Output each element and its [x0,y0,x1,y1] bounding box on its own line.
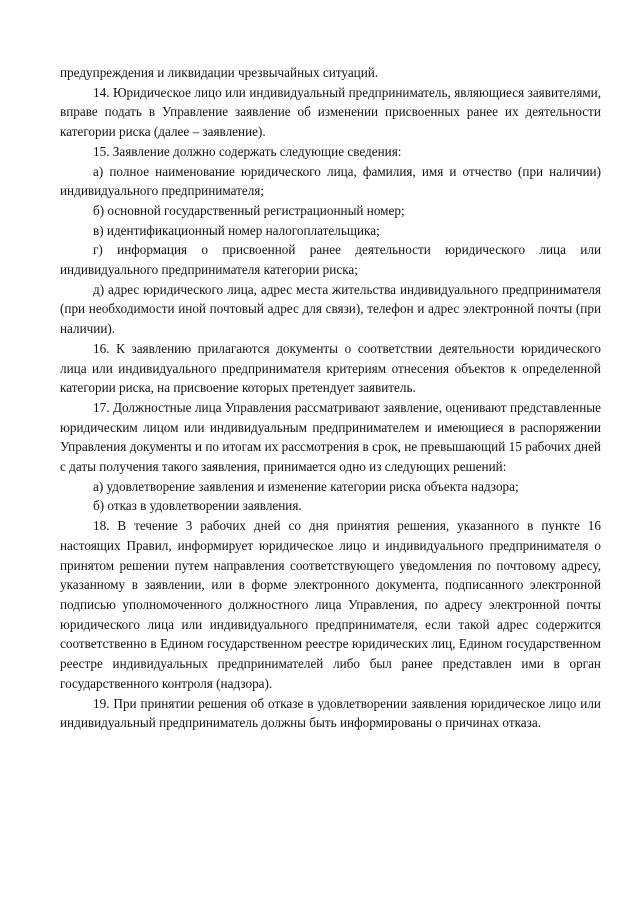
paragraph-17-item-b: б) отказ в удовлетворении заявления. [93,498,302,514]
paragraph-15-item-e: д) адрес юридического лица, адрес места жительства индивидуального предпринимателя (при необходимости иной почтовый адрес для связи), телефон и адрес электронной почты (при наличии). [60,281,601,337]
paragraph-15-item-c: в) идентификационный номер налогоплательщика; [93,222,380,238]
paragraph-continuation: предупреждения и ликвидации чрезвычайных ситуаций. [60,65,379,80]
paragraph-17: 17. Должностные лица Управления рассматривают заявление, оценивают представленные юридическим лицом или индивидуальным предпринимателем и имеющиеся в распоряжении Управления документы и по итогам их рассмотрения в срок, не превышающий 15 рабочих дней с даты получения такого заявления, принимается одно из следующих решений: [60,399,601,475]
paragraph-15-item-a: а) полное наименование юридического лица, фамилия, имя и отчество (при наличии) индивидуального предпринимателя; [60,163,601,199]
paragraph-18: 18. В течение 3 рабочих дней со дня принятия решения, указанного в пункте 16 настоящих Правил, информирует юридическое лицо и индивидуального предпринимателя о принятом решении путем направления соответствующего уведомления по почтовому адресу, указанному в заявлении, или в форме электронного документа, подписанного электронной подписью уполномоченного должностного лица Управления, по адресу электронной почты юридического лица или индивидуального предпринимателя, если такой адрес содержится соответственно в Едином государственном реестре юридических лиц, Едином государственном реестре индивидуальных предпринимателей либо был ранее представлен ими в орган государственного контроля (надзора). [60,518,601,691]
paragraph-14: 14. Юридическое лицо или индивидуальный предприниматель, являющиеся заявителями, вправе подать в Управление заявление об изменении присвоенных ранее их деятельности категории риска (далее – заявление). [60,84,601,140]
paragraph-16: 16. К заявлению прилагаются документы о соответствии деятельности юридического лица или индивидуального предпринимателя критериям отнесения объектов к определенной категории риска, на присвоение которых претендует заявитель. [60,340,601,396]
document-body [60,63,601,733]
paragraph-19: 19. При принятии решения об отказе в удовлетворении заявления юридическое лицо или индивидуальный предприниматель должны быть информированы о причинах отказа. [60,695,601,731]
paragraph-15-item-d: г) информация о присвоенной ранее деятельности юридического лица или индивидуального предпринимателя категории риска; [60,242,601,278]
paragraph-15: 15. Заявление должно содержать следующие сведения: [93,143,402,159]
paragraph-17-item-a: а) удовлетворение заявления и изменение категории риска объекта надзора; [93,478,519,494]
paragraph-15-item-b: б) основной государственный регистрационный номер; [93,202,405,218]
